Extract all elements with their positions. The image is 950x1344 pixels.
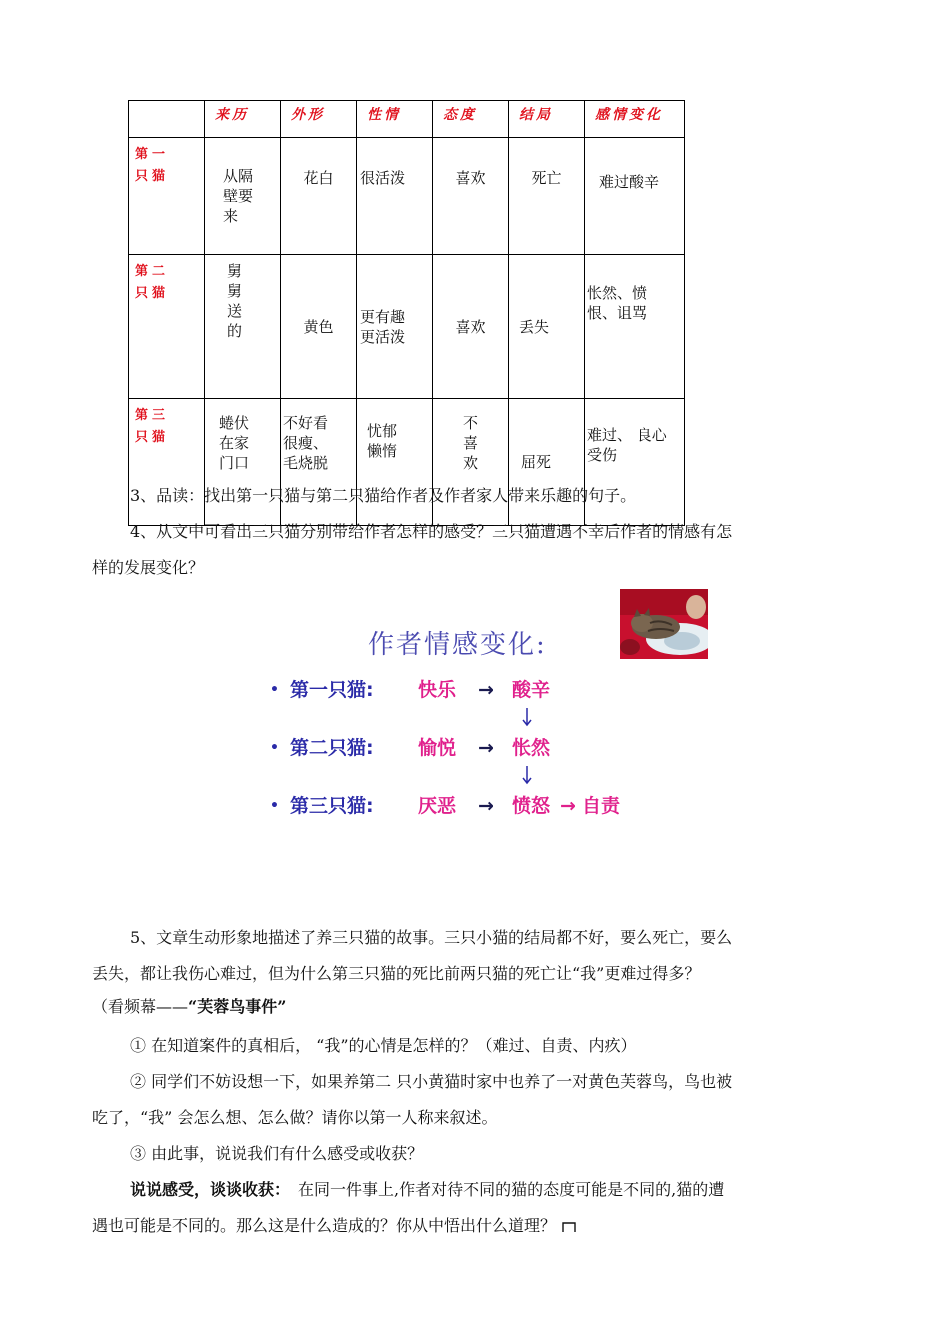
table-row (129, 255, 685, 399)
origin-cell: 从隔 壁要 来 (205, 138, 281, 255)
table-row (129, 138, 685, 255)
right-arrow-icon: → (478, 737, 494, 759)
origin-cell: 舅 舅 送 的 (205, 255, 281, 399)
cat-comparison-table (128, 100, 685, 526)
attitude-cell: 喜欢 (433, 255, 509, 399)
sub-question-2-line1: ② 同学们不妨设想一下，如果养第二 只小黄猫时家中也养了一对黄色芙蓉鸟，鸟也被 (130, 1072, 733, 1091)
down-arrow-icon (517, 764, 537, 786)
sub-question-3: ③ 由此事，说说我们有什么感受或收获？ (130, 1144, 424, 1163)
down-arrow-icon (517, 706, 537, 728)
bullet: • (270, 798, 279, 814)
question-5-line2: 丢失，都让我伤心难过，但为什么第三只猫的死比前两只猫的死亡让“我”更难过得多？ (92, 964, 701, 983)
header-cell: 结局 (509, 101, 585, 138)
sub-question-2-line2: 吃了，“我” 会怎么想、怎么做？请你以第一人称来叙述。 (92, 1108, 498, 1127)
question-5-line1: 5、文章生动形象地描述了养三只猫的故事。三只小猫的结局都不好，要么死亡，要么 (130, 928, 733, 947)
cat-name: 第一只猫: (290, 679, 374, 701)
nature-cell: 更有趣 更活泼 (357, 255, 433, 399)
closing-heading: 说说感受，谈谈收获： (130, 1180, 283, 1199)
feeling-middle: 愤怒 (512, 795, 551, 817)
header-cell: 态度 (433, 101, 509, 138)
header-cell: 性情 (357, 101, 433, 138)
right-arrow-icon: → (478, 795, 494, 817)
nature-cell: 很活泼 (357, 138, 433, 255)
feeling-start: 厌恶 (418, 795, 457, 817)
question-3: 3、品读：找出第一只猫与第二只猫给作者及作者家人带来乐趣的句子。 (130, 486, 637, 505)
ending-cell: 丢失 (509, 255, 585, 399)
cat-name: 第二只猫: (290, 737, 374, 759)
question-4-line2: 样的发展变化？ (92, 558, 205, 577)
event-title: “芙蓉鸟事件” (188, 997, 287, 1016)
nature-cell: 忧郁 懒惰 (357, 399, 433, 526)
feeling-cell: 怅然、愤 恨、诅骂 (585, 255, 685, 399)
feeling-cell: 难过酸辛 (585, 138, 685, 255)
feeling-end: 怅然 (512, 737, 551, 759)
question-4-line1: 4、从文中可看出三只猫分别带给作者怎样的感受？三只猫遭遇不幸后作者的情感有怎 (130, 522, 733, 541)
feeling-end: 酸辛 (512, 679, 551, 701)
header-cell: 外形 (281, 101, 357, 138)
feeling-end: 自责 (582, 795, 621, 817)
ending-cell: 死亡 (509, 138, 585, 255)
header-cell: 感情变化 (585, 101, 685, 138)
cat-name: 第三只猫: (290, 795, 374, 817)
look-cell: 花白 (281, 138, 357, 255)
question-5-line3: （看频幕——“芙蓉鸟事件” (92, 997, 287, 1016)
slide-title: 作者情感变化: (368, 630, 547, 660)
bullet: • (270, 740, 279, 756)
feeling-cell: 难过、 良心 受伤 (585, 399, 685, 526)
text-cursor-icon (561, 1219, 577, 1233)
header-cell: 来历 (205, 101, 281, 138)
attitude-cell: 不 喜 欢 (433, 399, 509, 526)
row-label: 第二 只猫 (129, 255, 205, 399)
right-arrow-icon: → (560, 795, 576, 817)
attitude-cell: 喜欢 (433, 138, 509, 255)
right-arrow-icon: → (478, 679, 494, 701)
closing-line2: 遇也可能是不同的。那么这是什么造成的？你从中悟出什么道理？ (92, 1208, 862, 1244)
origin-cell: 蜷伏 在家 门口 (205, 399, 281, 526)
row-label: 第一 只猫 (129, 138, 205, 255)
cat-photo (620, 589, 708, 659)
look-cell: 不好看 很瘦、 毛烧脱 (281, 399, 357, 526)
ending-cell: 屈死 (509, 399, 585, 526)
look-cell: 黄色 (281, 255, 357, 399)
feeling-start: 快乐 (418, 679, 457, 701)
bullet: • (270, 682, 279, 698)
closing-line1: 说说感受，谈谈收获： 在同一件事上,作者对待不同的猫的态度可能是不同的,猫的遭 (130, 1180, 725, 1199)
header-empty-cell (129, 101, 205, 138)
row-label: 第三 只猫 (129, 399, 205, 526)
feeling-start: 愉悦 (418, 737, 457, 759)
table-header-row (129, 101, 685, 138)
sub-question-1: ① 在知道案件的真相后， “我”的心情是怎样的？（难过、自责、内疚） (130, 1036, 637, 1055)
